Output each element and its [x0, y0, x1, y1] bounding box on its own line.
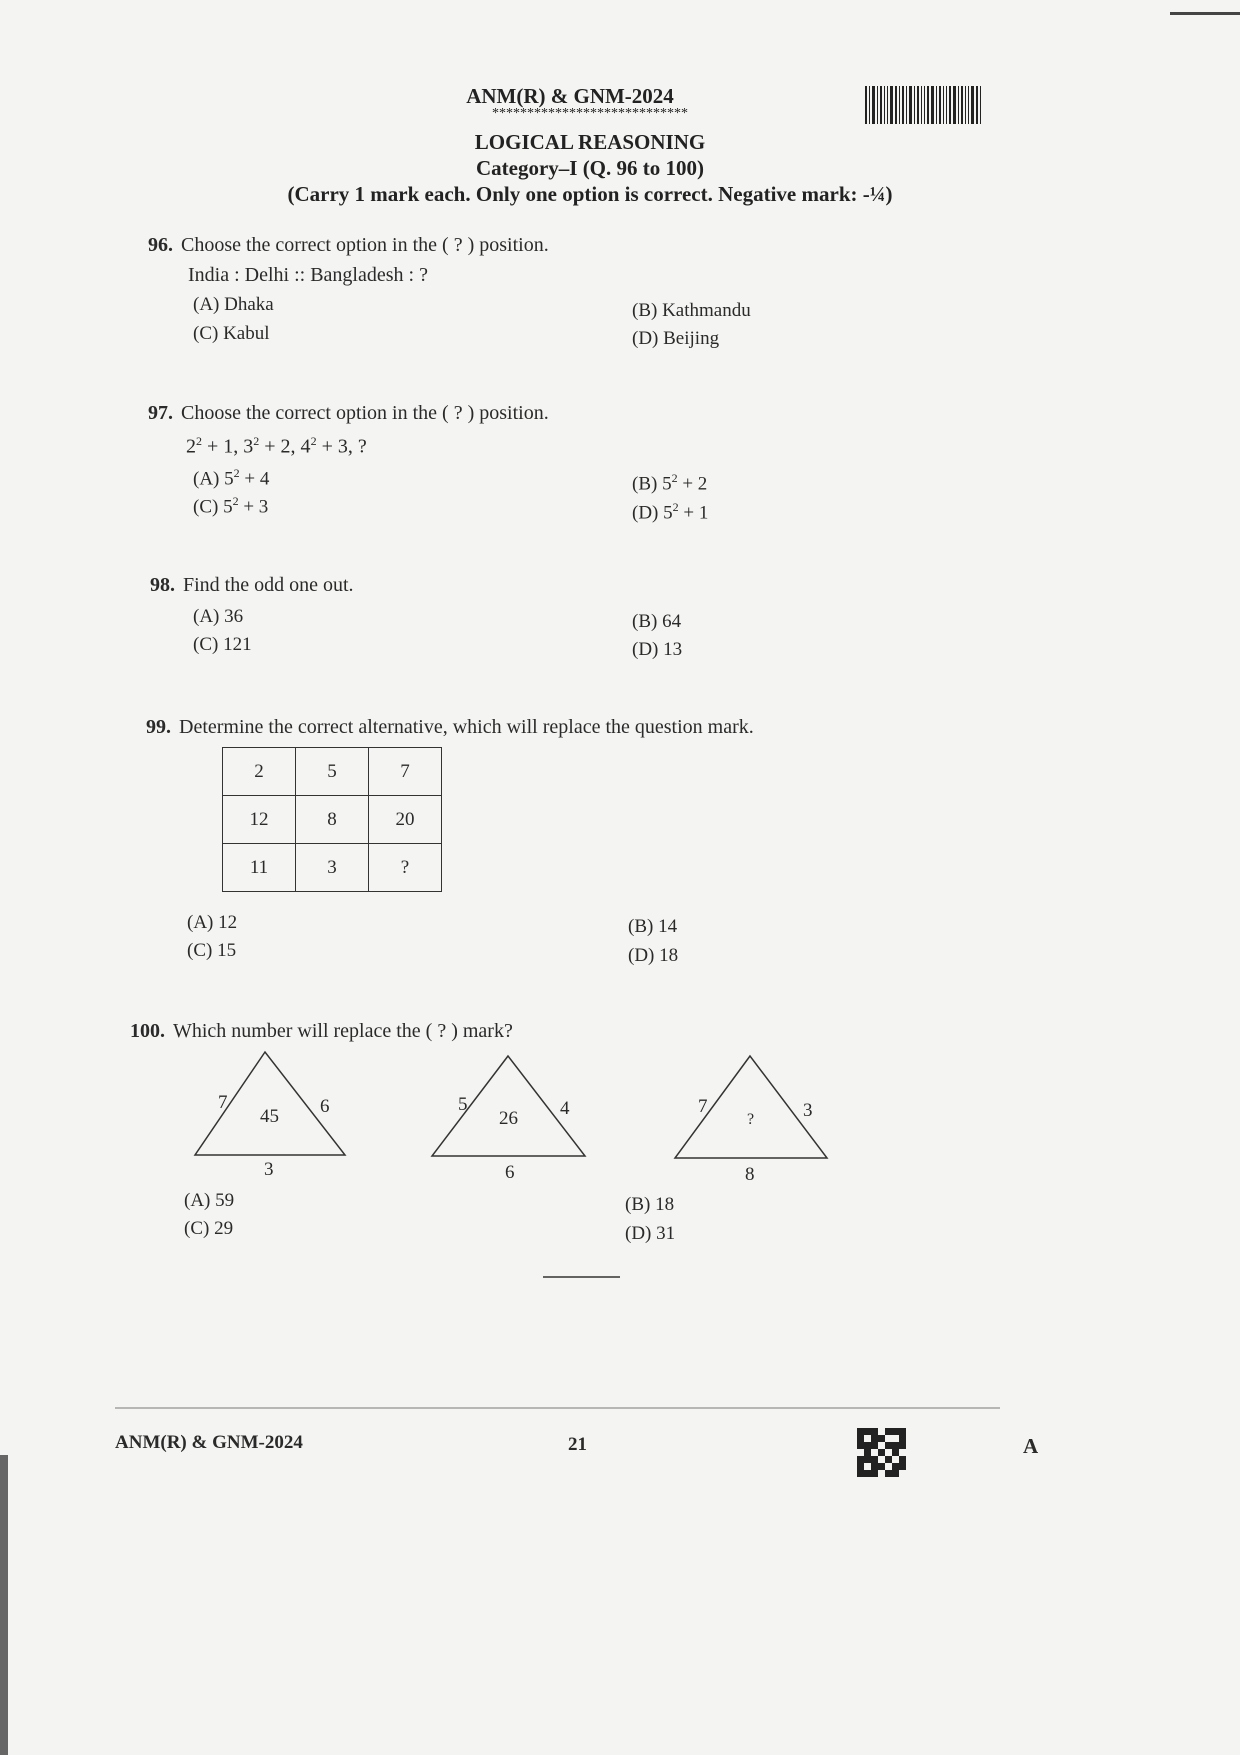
grid-cell: 11	[223, 844, 296, 892]
question-number: 96.	[148, 234, 173, 256]
option-text: + 2	[677, 473, 708, 495]
grid-cell: 5	[296, 748, 369, 796]
triangle-bottom: 6	[505, 1162, 515, 1183]
grid-cell: 2	[223, 748, 296, 796]
question-number: 97.	[148, 402, 173, 424]
q100-option-a[interactable]: (A) 59	[184, 1190, 235, 1211]
triangle-center: ?	[747, 1111, 755, 1128]
grid-cell: 20	[369, 796, 442, 844]
question-number: 99.	[146, 716, 171, 738]
q100-option-d[interactable]: (D) 31	[625, 1223, 676, 1244]
grid-cell: 7	[369, 748, 442, 796]
option-exponent: 2	[671, 471, 678, 485]
option-text: (A) 5	[193, 468, 234, 490]
option-exponent: 2	[672, 500, 679, 514]
question-text: Choose the correct option in the ( ? ) position.	[181, 234, 549, 256]
option-text: + 4	[239, 468, 270, 490]
option-text: (C) 5	[193, 496, 233, 518]
triangle-2	[432, 1056, 585, 1183]
page-number: 21	[568, 1434, 587, 1455]
exam-title: ANM(R) & GNM-2024	[466, 84, 674, 108]
question-text: Determine the correct alternative, which will replace the question mark.	[179, 716, 754, 738]
scan-edge-left	[0, 1455, 8, 1755]
q99-option-b[interactable]: (B) 14	[628, 916, 678, 937]
triangle-left: 7	[218, 1092, 228, 1113]
q98-option-c[interactable]: (C) 121	[193, 634, 252, 655]
question-text: Find the odd one out.	[183, 574, 354, 596]
footer-exam: ANM(R) & GNM-2024	[115, 1432, 303, 1453]
star-divider: ****************************	[492, 106, 688, 121]
q100-option-b[interactable]: (B) 18	[625, 1194, 675, 1215]
q98-option-d[interactable]: (D) 13	[632, 639, 683, 660]
series-part: + 3, ?	[316, 435, 367, 458]
grid-cell: 12	[223, 796, 296, 844]
option-text: (D) 5	[632, 502, 673, 524]
series-exponent: 2	[310, 434, 317, 448]
category-line: Category–I (Q. 96 to 100)	[475, 156, 705, 180]
series-part: + 2, 4	[259, 435, 311, 458]
q99-option-a[interactable]: (A) 12	[187, 912, 238, 933]
triangle-right: 6	[320, 1096, 330, 1117]
question-number: 100.	[130, 1020, 165, 1042]
grid-cell: 3	[296, 844, 369, 892]
question-text: Choose the correct option in the ( ? ) position.	[181, 402, 549, 424]
triangle-center: 45	[260, 1106, 279, 1127]
question-96-analogy: India : Delhi :: Bangladesh : ?	[188, 264, 428, 286]
option-text: + 1	[678, 502, 709, 524]
set-code: A	[1023, 1434, 1039, 1458]
triangle-1	[195, 1052, 345, 1180]
grid-cell: ?	[369, 844, 442, 892]
triangle-left: 7	[698, 1096, 708, 1117]
scan-edge-top	[1170, 12, 1240, 15]
q96-option-b[interactable]: (B) Kathmandu	[632, 300, 751, 321]
question-number: 98.	[150, 574, 175, 596]
q96-option-c[interactable]: (C) Kabul	[193, 323, 270, 344]
triangle-left: 5	[458, 1094, 468, 1115]
q98-option-a[interactable]: (A) 36	[193, 606, 244, 627]
question-text: Which number will replace the ( ? ) mark?	[173, 1020, 513, 1042]
series-exponent: 2	[196, 434, 202, 448]
qr-code	[857, 1428, 906, 1477]
series-exponent: 2	[253, 434, 260, 448]
triangle-center: 26	[499, 1108, 518, 1129]
instructions-line: (Carry 1 mark each. Only one option is correct. Negative mark: -¼)	[287, 182, 893, 206]
triangle-3	[675, 1056, 827, 1185]
series-part: 2	[186, 435, 196, 458]
q96-option-a[interactable]: (A) Dhaka	[193, 294, 274, 315]
option-exponent: 2	[232, 494, 239, 508]
option-exponent: 2	[233, 466, 240, 480]
series-part: + 1, 3	[202, 435, 254, 458]
triangle-bottom: 8	[745, 1164, 755, 1185]
subject-title: LOGICAL REASONING	[474, 130, 706, 154]
triangle-right: 3	[803, 1100, 813, 1121]
q99-option-d[interactable]: (D) 18	[628, 945, 679, 966]
triangle-right: 4	[560, 1098, 570, 1119]
q96-option-d[interactable]: (D) Beijing	[632, 328, 720, 349]
q98-option-b[interactable]: (B) 64	[632, 611, 682, 632]
option-text: (B) 5	[632, 473, 672, 495]
q100-option-c[interactable]: (C) 29	[184, 1218, 234, 1239]
q99-option-c[interactable]: (C) 15	[187, 940, 237, 961]
option-text: + 3	[238, 496, 269, 518]
triangle-bottom: 3	[264, 1159, 274, 1180]
grid-cell: 8	[296, 796, 369, 844]
